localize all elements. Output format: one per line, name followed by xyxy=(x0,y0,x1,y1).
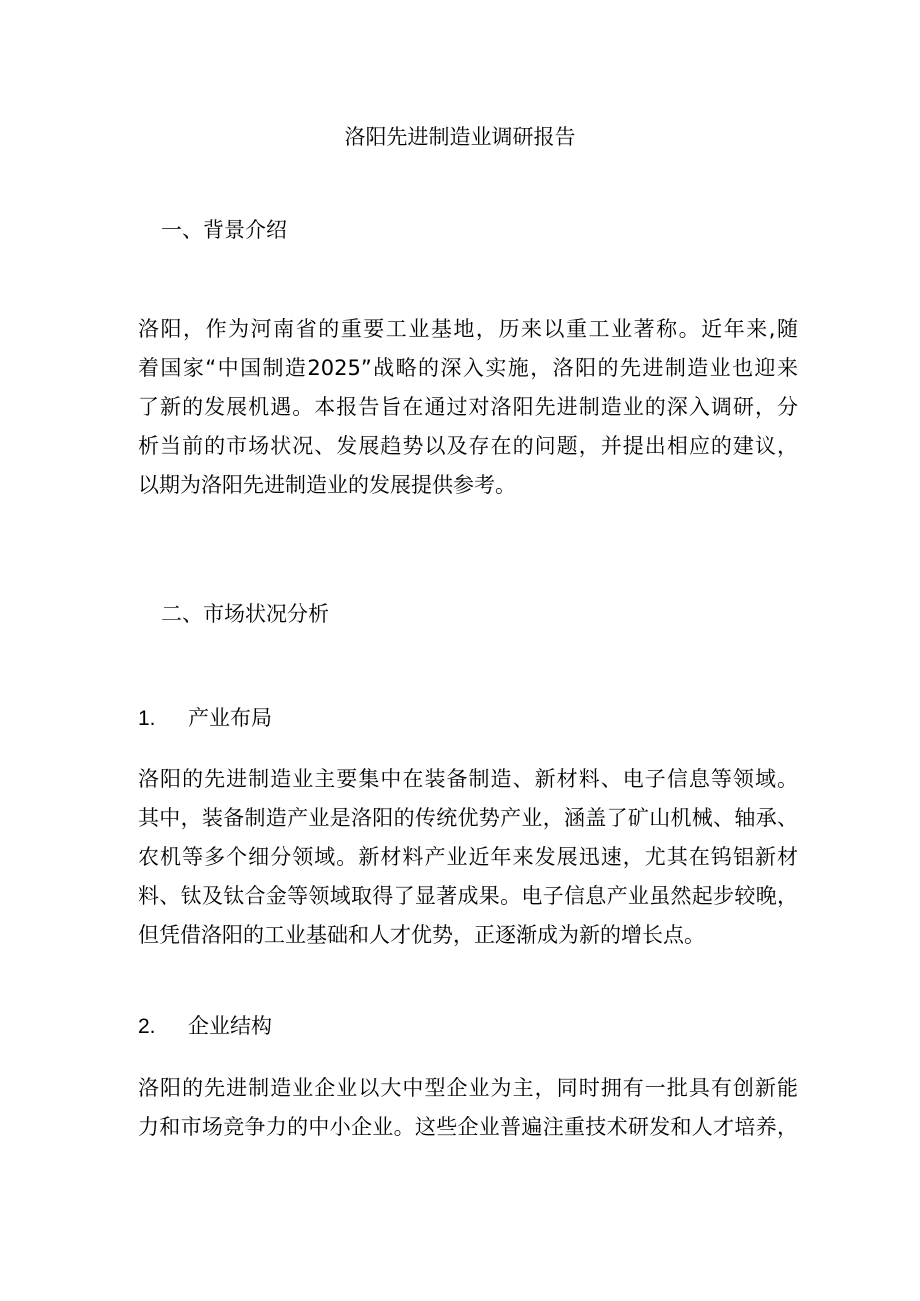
subsection-label: 产业布局 xyxy=(188,706,272,730)
paragraph-line: 洛阳的先进制造业企业以大中型企业为主，同时拥有一批具有创新能 xyxy=(138,1076,798,1100)
paragraph-enterprise-structure xyxy=(138,1069,798,1147)
paragraph-line: 但凭借洛阳的工业基础和人才优势，正逐渐成为新的增长点。 xyxy=(138,923,705,947)
paragraph-background xyxy=(138,310,798,505)
paragraph-line: 农机等多个细分领域。新材料产业近年来发展迅速，尤其在钨铝新材 xyxy=(138,845,798,869)
subsection-number: 2. xyxy=(138,1015,156,1038)
subsection-number: 1. xyxy=(138,707,156,730)
subsection-heading-enterprise-structure xyxy=(138,1010,272,1043)
paragraph-line: 洛阳的先进制造业主要集中在装备制造、新材料、电子信息等领域。 xyxy=(138,767,798,791)
subsection-label: 企业结构 xyxy=(188,1014,272,1038)
paragraph-line: 着国家“中国制造2025”战略的深入实施，洛阳的先进制造业也迎来 xyxy=(138,356,798,380)
paragraph-line: 洛阳，作为河南省的重要工业基地，历来以重工业著称。近年来,随 xyxy=(138,317,798,341)
paragraph-line: 其中，装备制造产业是洛阳的传统优势产业，涵盖了矿山机械、轴承、 xyxy=(138,806,798,830)
paragraph-line: 以期为洛阳先进制造业的发展提供参考。 xyxy=(138,473,516,497)
document-title: 洛阳先进制造业调研报告 xyxy=(344,125,576,149)
paragraph-line: 了新的发展机遇。本报告旨在通过对洛阳先进制造业的深入调研，分 xyxy=(138,395,798,419)
subsection-heading-industry-layout xyxy=(138,702,272,735)
section-heading-market-analysis: 二、市场状况分析 xyxy=(161,602,329,626)
paragraph-line: 析当前的市场状况、发展趋势以及存在的问题，并提出相应的建议， xyxy=(138,434,798,458)
paragraph-industry-layout xyxy=(138,760,798,955)
paragraph-line: 料、钛及钛合金等领域取得了显著成果。电子信息产业虽然起步较晚， xyxy=(138,884,798,908)
paragraph-line: 力和市场竞争力的中小企业。这些企业普遍注重技术研发和人才培养， xyxy=(138,1115,798,1139)
section-heading-background: 一、背景介绍 xyxy=(161,218,287,242)
